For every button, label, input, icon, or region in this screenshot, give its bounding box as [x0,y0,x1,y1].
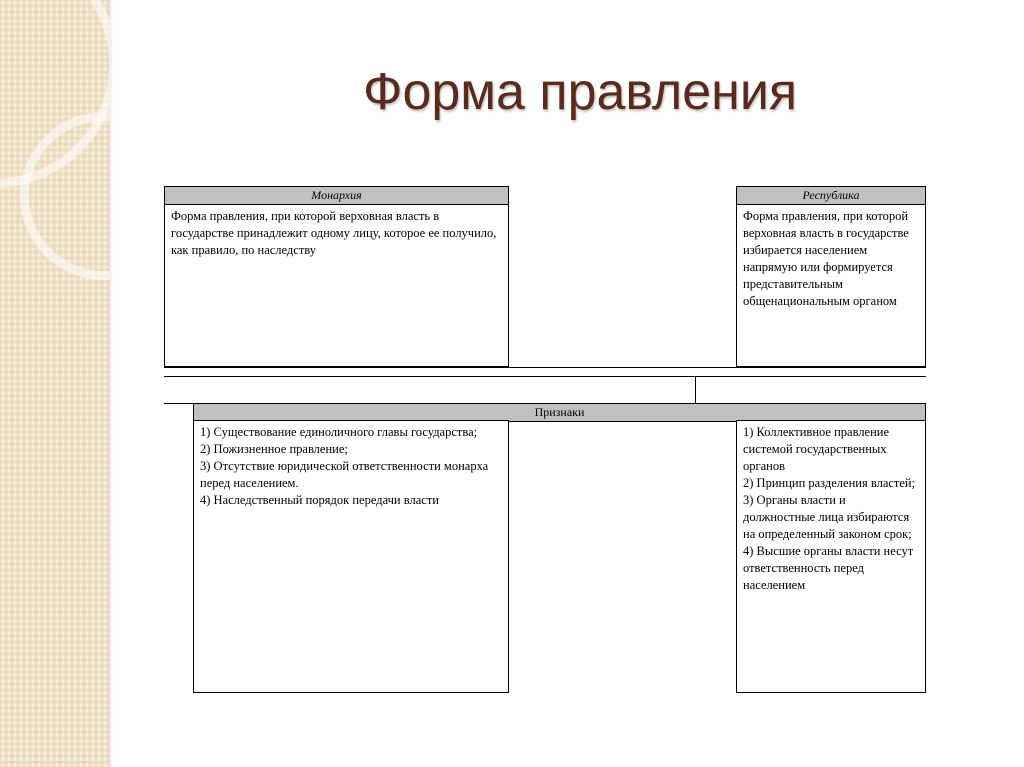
slide-title: Форма правления [362,63,798,121]
list-item: 1) Коллективное правление системой государственных органов [743,425,890,473]
list-item: 3) Органы власти и должностные лица избираются на определенный законом срок; [743,493,912,541]
republic-features-list [737,421,925,594]
list-item: 1) Существование единоличного главы государства; [200,425,478,439]
republic-header: Республика [737,187,925,205]
features-header-bar [193,403,926,421]
republic-box [736,186,926,367]
monarchy-header: Монархия [165,187,508,205]
monarchy-definition: Форма правления, при которой верховная власть в государстве принадлежит одному лицу, которое ее получило, как правило, по наследству [171,209,497,257]
republic-features-box [736,420,926,693]
list-item: 3) Отсутствие юридической ответственности монарха перед населением. [200,459,489,490]
decorative-side-strip [0,0,110,767]
monarchy-features-list [194,421,508,509]
list-item: 4) Высшие органы власти несут ответственность перед населением [743,544,914,592]
list-item: 4) Наследственный порядок передачи власти [200,493,439,507]
connector-line [164,403,194,404]
connector-line [164,367,926,368]
connector-line [164,376,926,377]
features-header: Признаки [194,404,925,422]
republic-definition: Форма правления, при которой верховная власть в государстве избирается населением напрямую или формируется представительным общенациональным органом [743,209,909,308]
list-item: 2) Пожизненное правление; [200,442,348,456]
side-strip-shadow [110,0,113,767]
monarchy-features-box [193,420,509,693]
connector-line [695,376,696,403]
monarchy-box [164,186,509,367]
list-item: 2) Принцип разделения властей; [743,476,916,490]
